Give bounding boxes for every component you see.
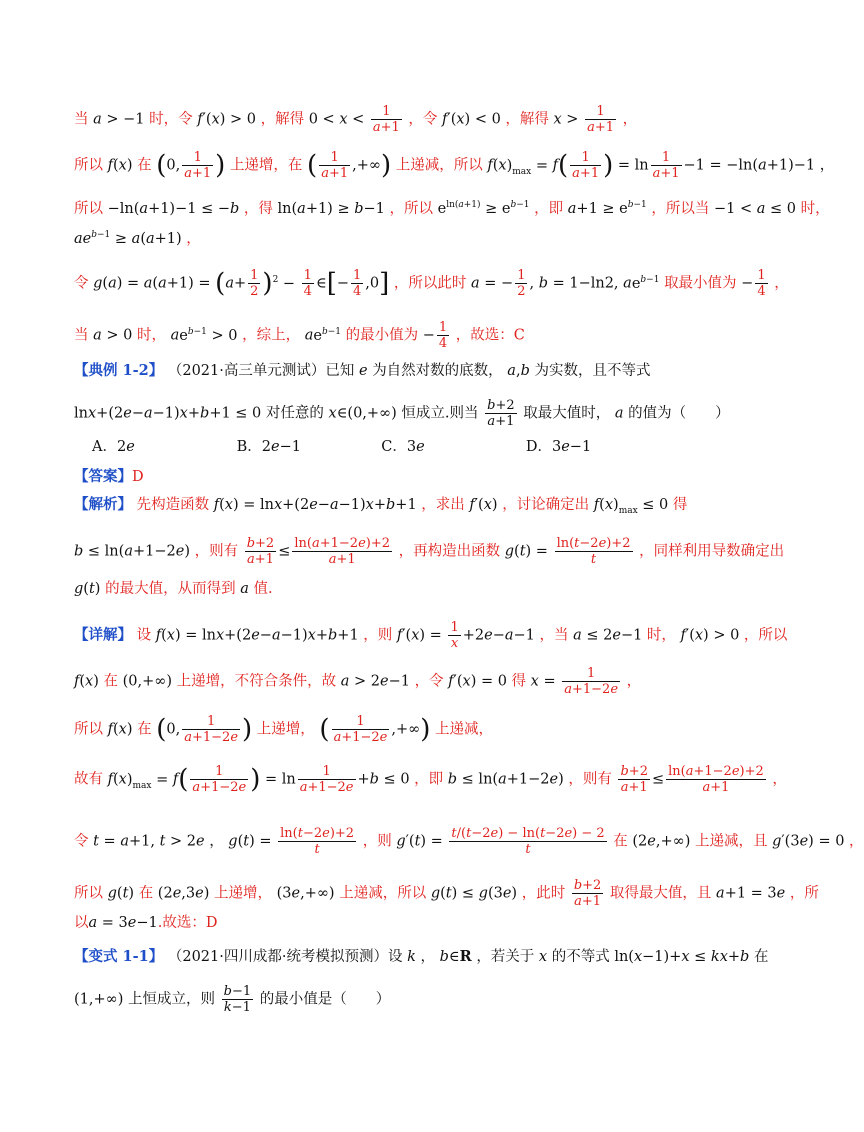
text: ，所以当 (651, 200, 710, 217)
example-heading: 【典例 1-2】 （2021·高三单元测试）已知 e 为自然对数的底数， a,b 为实数，且不等式 (74, 362, 651, 379)
solution-line-6: 当 a > 0 时， $ae^{b-1} > 0$ ，综上， $ae^{b-1}$ 的最小值为 − $\frac{1}{4}$ ，故选：C (74, 320, 525, 351)
text: ，解得 (260, 111, 305, 128)
text: ， (774, 275, 789, 292)
solution-line-2: 所以 f(x) 在 (0, $\frac{1}{a+1}$ ) 上递增，在 ( $\frac{1}{a+1}$ ,+∞) 上递减，所以 $f(x)_{max} = f$( $\frac{1}{a+1}$ ) = ln $\frac{1}{a+1}$ −1 = −ln(a+1)−1 ， (74, 150, 835, 181)
text: 恒成立.则当 (401, 405, 479, 422)
fraction: $\frac{1}{a+1-2e}$ (333, 714, 388, 745)
fraction: $\frac{\ln(a+1-2e)+2}{a+1}$ (294, 536, 391, 567)
detail-line-7: 以a = 3e−1.故选：D (74, 915, 218, 931)
detail-line-2: f(x) 在 (0,+∞) 上递增，不符合条件，故 a > 2e−1 ，令 f′(x) = 0 得 x = $\frac{1}{a+1-2e}$ ， (74, 666, 642, 697)
detail-line-1: 【详解】 设 f(x) = lnx+(2e−a−1)x+b+1 ，则 f′(x) = $\frac{1}{x}$ +2e−a−1 ，当 a ≤ 2e−1 时， f′(x) > 0 ，所以 (74, 620, 788, 651)
text: ，即 (534, 200, 564, 217)
fraction: $\frac{1}{x}$ (450, 620, 459, 651)
fraction: $\frac{1}{4}$ (438, 320, 448, 351)
text: （2021·高三单元测试）已知 (167, 363, 355, 379)
option-c[interactable]: C．3e (381, 439, 425, 455)
text: 时，令 (149, 111, 193, 128)
text: 时， (136, 327, 166, 344)
text: 为实数，且不等式 (534, 363, 651, 379)
text: 时， (800, 200, 830, 217)
fraction: $\frac{t/(t-2e) - \ln(t-2e) - 2}{t}$ (451, 826, 605, 857)
fraction: $\frac{\ln(a+1-2e)+2}{a+1}$ (668, 764, 764, 795)
solution-line-5: 令 g(a) = a(a+1) = (a+ $\frac{1}{2}$ )$^2$ − $\frac{1}{4}$ ∈[− $\frac{1}{4}$ ,0] ，所以此时 a = − $\frac{1}{2}$ , b = 1−ln2, $ae^{b-1}$ 取最小值为 − $\frac{1}{4}$ ， (74, 268, 789, 299)
detail-tag: 【详解】 (74, 626, 132, 644)
solution-line-4: $ae^{b-1} \ge a(a+1)$ ， (74, 230, 201, 247)
variant-heading: 【变式 1-1】 （2021·四川成都·统考模拟预测）设 k ， b∈R ，若关于 x 的不等式 ln(x−1)+x ≤ kx+b 在 (74, 948, 769, 965)
fraction: $\frac{1}{a+1}$ (572, 150, 600, 181)
analysis-line-2: b ≤ ln(a+1−2e) ，则有 $\frac{b+2}{a+1}$ ≤ $\frac{\ln(a+1-2e)+2}{a+1}$ ，再构造出函数 g(t) = $\frac{\ln(t-2e)+2}{t}$ ，同样利用导数确定出 (74, 536, 785, 567)
text: 对任意的 (265, 405, 324, 422)
answer-tag: 【答案】 (74, 468, 132, 485)
fraction: $\frac{1}{4}$ (353, 268, 362, 299)
option-b[interactable]: B．2e−1 (236, 439, 301, 455)
analysis-line-1: 【解析】 先构造函数 f(x) = lnx+(2e−a−1)x+b+1 ，求出 f′(x) ，讨论确定出 $f(x)_{max} \le 0$ 得 (74, 496, 688, 516)
fraction: $\frac{b+2}{a+1}$ (487, 398, 515, 429)
text: 令 (74, 275, 89, 292)
example-tag: 【典例 1-2】 (74, 362, 164, 379)
text: 取最小值为 (664, 275, 737, 292)
text: 上递增，在 (229, 157, 303, 174)
option-a[interactable]: A．2e (92, 439, 135, 455)
options-row (92, 436, 666, 458)
text: ，所以 (389, 200, 433, 217)
fraction: $\frac{1}{a+1-2e}$ (192, 764, 247, 795)
fraction: $\frac{b+2}{a+1}$ (620, 764, 648, 795)
fraction: $\frac{1}{2}$ (250, 268, 259, 299)
solution-line-3: 所以 −ln(a+1)−1 ≤ −b ，得 ln(a+1) ≥ b−1 ，所以 $e^{ln(a+1)} \ge e^{b-1}$ ，即 $a+1 \ge e^{b-1}$ ，所以当 −1 < a ≤ 0 时， (74, 200, 830, 217)
text: 所以 (74, 200, 103, 217)
text-when: 当 (74, 111, 89, 128)
fraction: $\frac{1}{a+1}$ (321, 150, 349, 181)
fraction: $\frac{1}{a+1-2e}$ (184, 714, 239, 745)
detail-line-3: 所以 f(x) 在 (0, $\frac{1}{a+1-2e}$ ) 上递增， ( $\frac{1}{a+1-2e}$ ,+∞) 上递减， (74, 714, 493, 745)
example-inequality: lnx+(2e−a−1)x+b+1 ≤ 0 对任意的 x∈(0,+∞) 恒成立.则当 $\frac{b+2}{a+1}$ 取最大值时， a 的值为（ ） (74, 398, 730, 429)
fraction: $\frac{b+2}{a+1}$ (573, 878, 602, 909)
text: ，得 (243, 200, 273, 217)
variant-line-2: (1,+∞) 上恒成立，则 $\frac{b-1}{k-1}$ 的最小值是（ ） (74, 984, 391, 1015)
option-d[interactable]: D．3e−1 (525, 439, 592, 455)
text: 的值为（ ） (628, 405, 730, 422)
detail-line-4: 故有 $f(x)_{max} = f$( $\frac{1}{a+1-2e}$ ) = ln $\frac{1}{a+1-2e}$ +b ≤ 0 ，即 b ≤ ln(a+1−2e) ，则有 $\frac{b+2}{a+1}$ ≤ $\frac{\ln(a+1-2e)+2}{a+1}$ ， (74, 764, 787, 795)
text: 当 (74, 327, 89, 344)
text: ，综上， (242, 327, 301, 344)
variant-tag: 【变式 1-1】 (74, 948, 164, 965)
fraction: $\frac{b-1}{k-1}$ (223, 984, 252, 1015)
answer-line (74, 466, 144, 488)
fraction: $\frac{b+2}{a+1}$ (246, 536, 275, 567)
detail-line-6: 所以 g(t) 在 (2e,3e) 上递增， (3e,+∞) 上递减，所以 g(t) ≤ g(3e) ，此时 $\frac{b+2}{a+1}$ 取得最大值，且 a+1 = 3e ，所 (74, 878, 819, 909)
fraction: $\frac{1}{a+1-2e}$ (564, 666, 619, 697)
fraction: $\frac{1}{4}$ (303, 268, 312, 299)
text: ， (622, 111, 638, 128)
analysis-line-3: g(t) 的最大值，从而得到 a 值. (74, 581, 273, 597)
text: ，令 (408, 111, 438, 128)
text: 的最小值为 (345, 327, 419, 344)
fraction: $\frac{\ln(t-2e)+2}{t}$ (556, 536, 631, 567)
text: 为自然对数的底数， (372, 363, 503, 379)
text: 上递减，所以 (395, 157, 483, 174)
detail-line-5: 令 t = a+1, t > 2e ， g(t) = $\frac{\ln(t-2e)+2}{t}$ ，则 g′(t) = $\frac{t/(t-2e) - \ln(t-2e) - 2}{t}$ 在 (2e,+∞) 上递减，且 g′(3e) = 0 ， (74, 826, 864, 857)
fraction: $\frac{1}{2}$ (517, 268, 526, 299)
text: ，所以此时 (393, 275, 467, 292)
fraction: $\frac{1}{a+1}$ (372, 104, 400, 135)
text: ，解得 (505, 111, 549, 128)
text: 所以 (74, 157, 103, 174)
fraction: $\frac{1}{a+1-2e}$ (299, 764, 354, 795)
analysis-tag: 【解析】 (74, 496, 132, 513)
solution-line-1: 当 a > −1 时，令 f′(x) > 0 ，解得 0 < x < $\frac{1}{a+1}$ ，令 f′(x) < 0 ，解得 x > $\frac{1}{a+1}$ ， (74, 104, 638, 135)
text: 在 (137, 157, 152, 174)
answer-value: D (132, 469, 144, 485)
expression: ae (74, 230, 92, 247)
fraction: $\frac{1}{4}$ (757, 268, 766, 299)
fraction: $\frac{1}{a+1}$ (587, 104, 615, 135)
fraction: $\frac{1}{a+1}$ (184, 150, 212, 181)
fraction: $\frac{1}{a+1}$ (652, 150, 680, 181)
text: 取最大值时， (523, 405, 611, 422)
fraction: $\frac{\ln(t-2e)+2}{t}$ (280, 826, 355, 857)
text: ，故选：C (455, 327, 525, 344)
